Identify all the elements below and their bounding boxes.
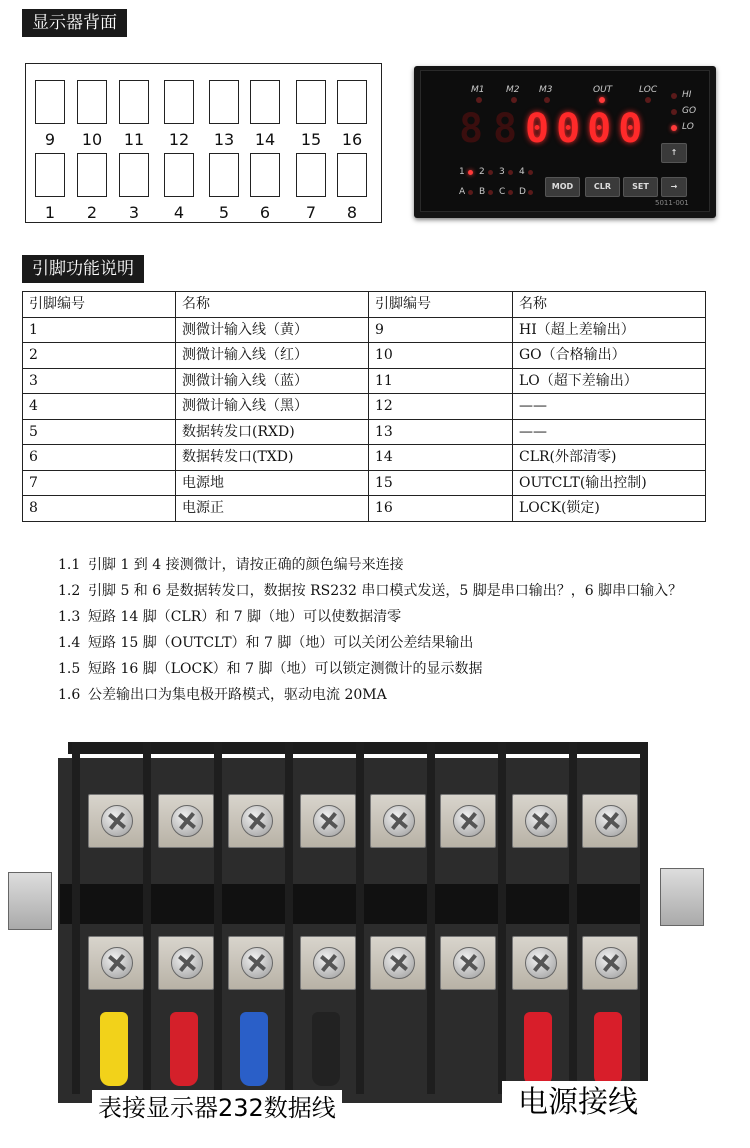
led-left-4: [528, 170, 533, 175]
digit-blank-2: 8: [493, 106, 518, 152]
screw-terminal: [88, 794, 144, 848]
terminal-divider: [569, 742, 577, 1094]
table-cell: 电源地: [176, 470, 369, 496]
terminal-divider: [214, 742, 222, 1094]
screw-icon: [171, 947, 203, 979]
screw-terminal: [512, 794, 568, 848]
table-cell: 电源正: [176, 496, 369, 522]
display-value: 0000: [525, 106, 650, 152]
terminal-divider: [143, 742, 151, 1094]
note-number: 1.3: [58, 609, 81, 625]
screw-icon: [101, 947, 133, 979]
wire-connector: [240, 1012, 268, 1086]
pin-number: 14: [254, 130, 276, 149]
pin-slot: [209, 153, 239, 197]
pin-slot: [77, 153, 107, 197]
note-item: [58, 630, 708, 656]
screw-terminal: [370, 794, 426, 848]
pin-slot: [209, 80, 239, 124]
screw-terminal: [228, 794, 284, 848]
led-left-c: [508, 190, 513, 195]
pin-number: 8: [346, 203, 358, 222]
wire-connector: [170, 1012, 198, 1086]
table-row: [23, 496, 706, 522]
led-hi: [671, 93, 677, 99]
clr-button[interactable]: CLR: [585, 177, 620, 197]
pin-slot: [77, 80, 107, 124]
label-go: GO: [682, 106, 697, 116]
top-rail: [68, 742, 642, 754]
table-cell: 13: [369, 419, 513, 445]
table-cell: 测微计输入线（红）: [176, 343, 369, 369]
screw-icon: [525, 947, 557, 979]
screw-icon: [313, 805, 345, 837]
pin-number: 11: [123, 130, 145, 149]
pin-number: 12: [168, 130, 190, 149]
screw-icon: [453, 947, 485, 979]
table-cell: 10: [369, 343, 513, 369]
up-button[interactable]: [661, 143, 687, 163]
table-cell: 16: [369, 496, 513, 522]
screw-icon: [313, 947, 345, 979]
pin-number: 15: [300, 130, 322, 149]
caption-data-cable: 表接显示器232数据线: [92, 1090, 342, 1126]
terminal-block-photo: [8, 742, 712, 1122]
pin-slot: [164, 153, 194, 197]
table-cell: 测微计输入线（黄）: [176, 317, 369, 343]
table-cell: 1: [23, 317, 176, 343]
table-row: [23, 419, 706, 445]
table-cell: HI（超上差输出）: [513, 317, 706, 343]
led-left-a: [468, 190, 473, 195]
note-number: 1.2: [58, 583, 81, 599]
label-loc: LOC: [639, 85, 658, 95]
digit-blank-1: 8: [459, 106, 484, 152]
left-row1-2: 2: [479, 167, 485, 177]
note-item: [58, 604, 708, 630]
terminal-divider: [356, 742, 364, 1094]
pin-number: 13: [213, 130, 235, 149]
note-text: 引脚 1 到 4 接测微计，请按正确的颜色编号来连接: [88, 557, 404, 573]
screw-icon: [241, 805, 273, 837]
table-cell: 5: [23, 419, 176, 445]
caption-power-wiring: 电源接线: [502, 1081, 654, 1125]
set-button[interactable]: SET: [623, 177, 658, 197]
screw-terminal: [582, 936, 638, 990]
screw-terminal: [440, 936, 496, 990]
label-hi: HI: [682, 90, 692, 100]
note-text: 短路 16 脚（LOCK）和 7 脚（地）可以锁定测微计的显示数据: [88, 661, 483, 677]
screw-icon: [453, 805, 485, 837]
screw-terminal: [300, 794, 356, 848]
left-mount-bracket: [8, 872, 52, 930]
note-item: [58, 656, 708, 682]
terminal-divider: [72, 742, 80, 1094]
table-row: [23, 394, 706, 420]
table-cell: 数据转发口(TXD): [176, 445, 369, 471]
table-cell: 测微计输入线（蓝）: [176, 368, 369, 394]
note-item: [58, 578, 708, 604]
screw-terminal: [158, 936, 214, 990]
pin-diagram: [25, 63, 382, 223]
left-row2-b: B: [479, 187, 486, 197]
led-left-3: [508, 170, 513, 175]
led-left-d: [528, 190, 533, 195]
terminal-divider: [640, 742, 648, 1094]
pin-number: 2: [86, 203, 98, 222]
led-out: [599, 97, 605, 103]
mod-button[interactable]: MOD: [545, 177, 580, 197]
left-row2-a: A: [459, 187, 466, 197]
notes-list: [58, 552, 708, 708]
terminal-divider: [427, 742, 435, 1094]
screw-icon: [383, 805, 415, 837]
screw-icon: [595, 947, 627, 979]
pin-number: 5: [218, 203, 230, 222]
led-left-1: [468, 170, 473, 175]
pin-slot: [296, 80, 326, 124]
screw-terminal: [512, 936, 568, 990]
led-m1: [476, 97, 482, 103]
pin-slot: [35, 153, 65, 197]
table-header-row: [23, 292, 706, 318]
note-text: 短路 14 脚（CLR）和 7 脚（地）可以使数据清零: [88, 609, 402, 625]
pin-slot: [119, 153, 149, 197]
table-cell: 11: [369, 368, 513, 394]
note-text: 引脚 5 和 6 是数据转发口，数据按 RS232 串口模式发送，5 脚是串口输出？，6 脚串口输入？: [88, 583, 683, 599]
table-cell: 3: [23, 368, 176, 394]
left-row1-4: 4: [519, 167, 525, 177]
screw-icon: [525, 805, 557, 837]
screw-icon: [241, 947, 273, 979]
table-row: [23, 470, 706, 496]
section-title-display-back: 显示器背面: [22, 9, 127, 37]
label-m3: M3: [539, 85, 553, 95]
screw-terminal: [300, 936, 356, 990]
wire-connector: [594, 1012, 622, 1086]
pin-number: 6: [259, 203, 271, 222]
left-row2-d: D: [519, 187, 526, 197]
table-row: [23, 317, 706, 343]
table-cell: 2: [23, 343, 176, 369]
screw-terminal: [158, 794, 214, 848]
label-m2: M2: [506, 85, 520, 95]
table-cell: 数据转发口(RXD): [176, 419, 369, 445]
screw-icon: [101, 805, 133, 837]
pin-number: 1: [44, 203, 56, 222]
pin-slot: [35, 80, 65, 124]
table-row: [23, 368, 706, 394]
table-cell: OUTCLT(输出控制): [513, 470, 706, 496]
screw-icon: [171, 805, 203, 837]
table-cell: 14: [369, 445, 513, 471]
label-lo: LO: [682, 122, 694, 132]
pin-slot: [250, 153, 280, 197]
pin-slot: [296, 153, 326, 197]
screw-icon: [595, 805, 627, 837]
led-left-b: [488, 190, 493, 195]
screw-icon: [383, 947, 415, 979]
table-cell: 9: [369, 317, 513, 343]
table-cell: LOCK(锁定): [513, 496, 706, 522]
pin-number: 3: [128, 203, 140, 222]
table-header-cell: 引脚编号: [23, 292, 176, 318]
pin-number: 7: [305, 203, 317, 222]
led-loc: [645, 97, 651, 103]
left-row1-3: 3: [499, 167, 505, 177]
table-cell: GO（合格输出）: [513, 343, 706, 369]
pin-slot: [119, 80, 149, 124]
table-cell: 15: [369, 470, 513, 496]
led-left-2: [488, 170, 493, 175]
screw-terminal: [228, 936, 284, 990]
screw-terminal: [582, 794, 638, 848]
pin-function-table: [22, 291, 706, 522]
table-row: [23, 445, 706, 471]
note-number: 1.4: [58, 635, 81, 651]
note-item: [58, 552, 708, 578]
note-number: 1.6: [58, 687, 81, 703]
left-row1-1: 1: [459, 167, 465, 177]
table-header-cell: 引脚编号: [369, 292, 513, 318]
wire-connector: [524, 1012, 552, 1086]
led-m2: [511, 97, 517, 103]
led-m3: [544, 97, 550, 103]
table-header-cell: 名称: [176, 292, 369, 318]
wire-connector: [312, 1012, 340, 1086]
table-cell: CLR(外部清零): [513, 445, 706, 471]
table-cell: 12: [369, 394, 513, 420]
table-header-cell: 名称: [513, 292, 706, 318]
note-text: 公差输出口为集电极开路模式，驱动电流 20MA: [88, 687, 387, 703]
table-cell: 8: [23, 496, 176, 522]
led-go: [671, 109, 677, 115]
display-device: [414, 66, 716, 218]
pin-slot: [164, 80, 194, 124]
pin-slot: [337, 153, 367, 197]
screw-terminal: [88, 936, 144, 990]
table-cell: 4: [23, 394, 176, 420]
arrow-up-icon: ↑: [670, 148, 678, 157]
section-title-pin-functions: 引脚功能说明: [22, 255, 144, 283]
pin-number: 4: [173, 203, 185, 222]
right-mount-bracket: [660, 868, 704, 926]
terminal-divider: [498, 742, 506, 1094]
table-cell: ——: [513, 419, 706, 445]
screw-terminal: [440, 794, 496, 848]
left-row2-c: C: [499, 187, 506, 197]
terminal-divider: [285, 742, 293, 1094]
pin-number: 16: [341, 130, 363, 149]
wire-connector: [100, 1012, 128, 1086]
label-out: OUT: [593, 85, 613, 95]
led-lo: [671, 125, 677, 131]
right-button[interactable]: [661, 177, 687, 197]
pin-slot: [250, 80, 280, 124]
pin-number: 10: [81, 130, 103, 149]
model-number: 5011-001: [655, 199, 689, 207]
table-cell: 7: [23, 470, 176, 496]
label-m1: M1: [471, 85, 485, 95]
arrow-right-icon: →: [670, 182, 678, 191]
table-cell: LO（超下差输出）: [513, 368, 706, 394]
note-text: 短路 15 脚（OUTCLT）和 7 脚（地）可以关闭公差结果输出: [88, 635, 474, 651]
pin-slot: [337, 80, 367, 124]
table-cell: 测微计输入线（黑）: [176, 394, 369, 420]
note-number: 1.5: [58, 661, 81, 677]
note-number: 1.1: [58, 557, 81, 573]
table-cell: ——: [513, 394, 706, 420]
table-row: [23, 343, 706, 369]
screw-terminal: [370, 936, 426, 990]
pin-number: 9: [44, 130, 56, 149]
table-cell: 6: [23, 445, 176, 471]
note-item: [58, 682, 708, 708]
